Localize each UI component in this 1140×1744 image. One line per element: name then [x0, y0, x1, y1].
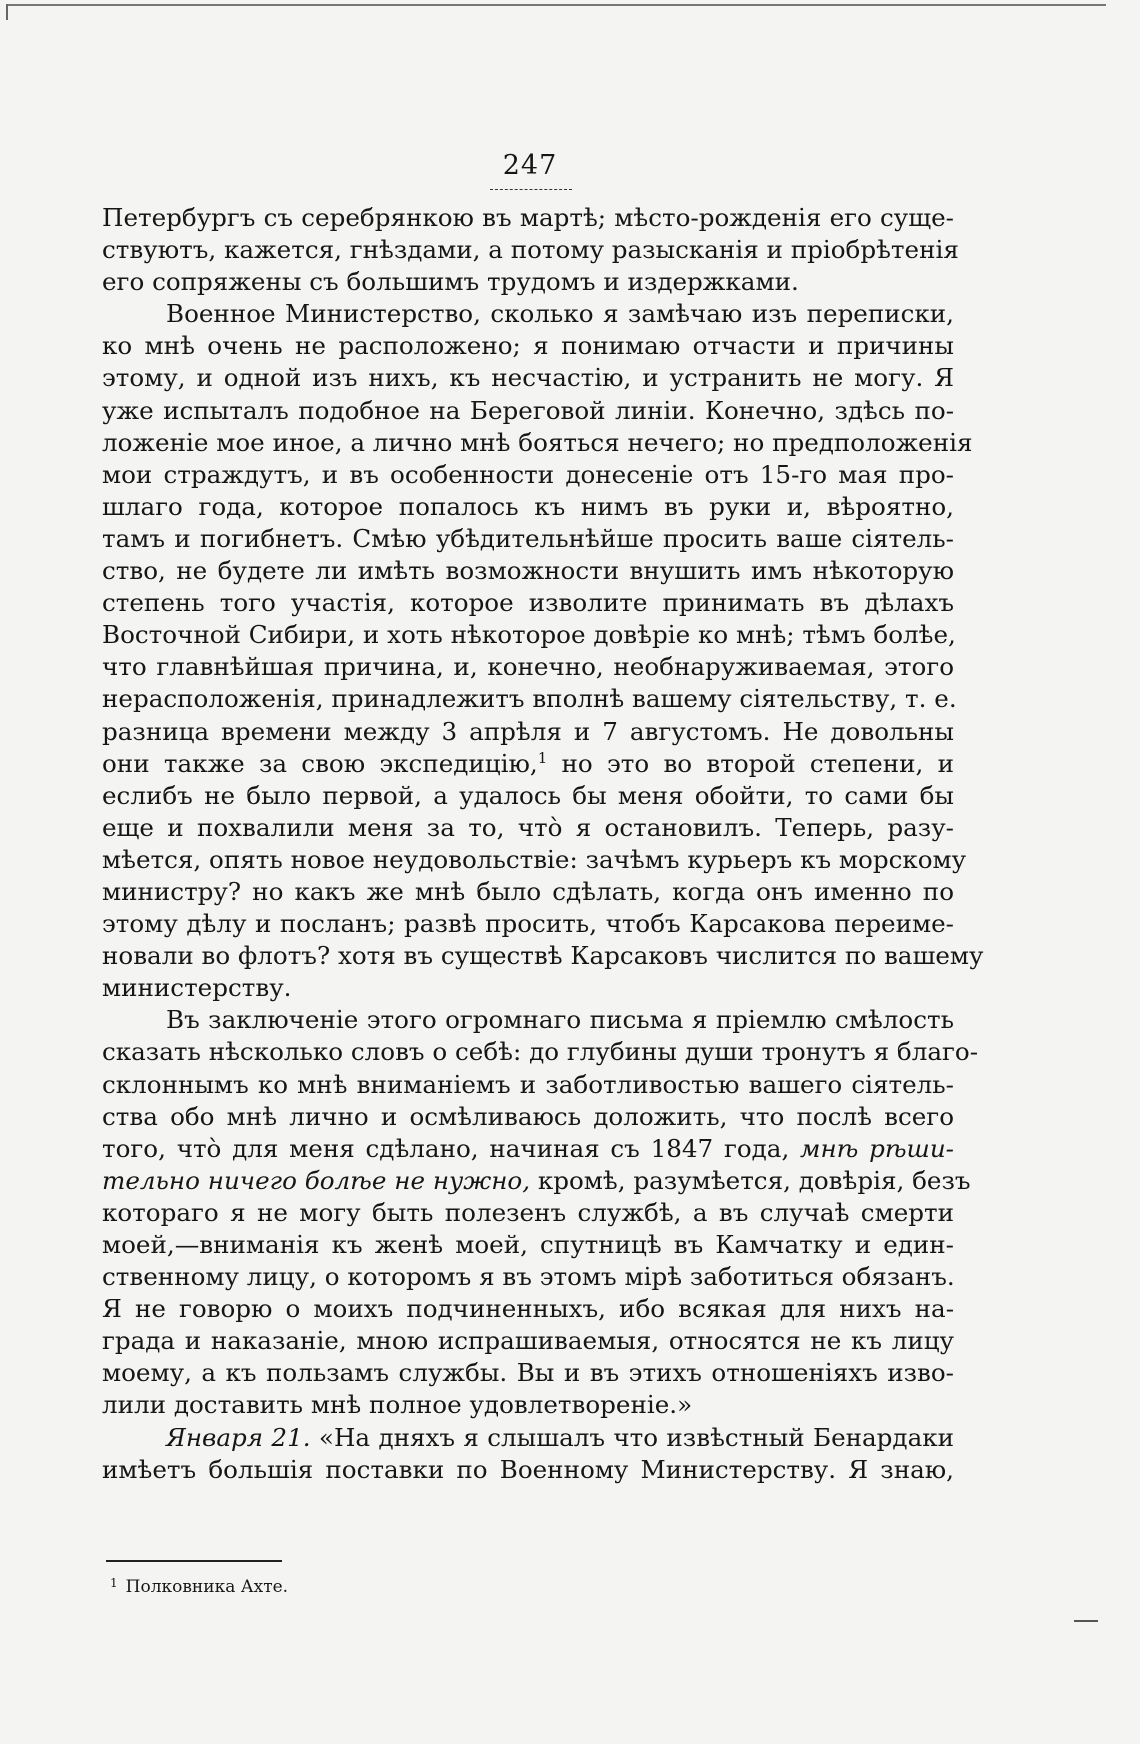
text-line: министру? но какъ же мнѣ было сдѣлать, когда онъ именно по: [102, 876, 954, 906]
margin-mark: [1074, 1620, 1098, 1622]
text-line-tail: но это во второй степени, и: [547, 748, 954, 778]
text-line: шлаго года, которое попалось къ нимъ въ руки и, вѣроятно,: [102, 491, 954, 521]
text-line: еслибъ не было первой, а удалось бы меня обойти, то сами бы: [102, 780, 954, 810]
emphasis-text: тельно ничего болѣе не нужно,: [102, 1165, 531, 1195]
text-line: Въ заключеніе этого огромнаго письма я пріемлю смѣлость: [166, 1005, 954, 1035]
text-line: ство, не будете ли имѣть возможности внушить имъ нѣкоторую: [102, 556, 954, 586]
text-line: что главнѣйшая причина, и, конечно, необнаруживаемая, этого: [102, 652, 954, 682]
text-line: мои страждутъ, и въ особенности донесеніе отъ 15-го мая про-: [102, 459, 954, 489]
text-line: разница времени между 3 апрѣля и 7 августомъ. Не довольны: [102, 716, 954, 746]
text-line: уже испыталъ подобное на Береговой линіи. Конечно, здѣсь по-: [102, 395, 954, 425]
text-line-with-emphasis: [102, 1165, 971, 1197]
entry-date: Января 21.: [166, 1422, 311, 1452]
text-line: ства обо мнѣ лично и осмѣливаюсь доложить, что послѣ всего: [102, 1101, 954, 1131]
text-line: еще и похвалили меня за то, чтò я остановилъ. Теперь, разу-: [102, 812, 954, 842]
text-line: моей,—вниманія къ женѣ моей, спутницѣ въ Камчатку и един-: [102, 1230, 954, 1259]
emphasis-text: мнѣ рѣши-: [800, 1133, 954, 1163]
text-line: его сопряжены съ большимъ трудомъ и издержками.: [102, 267, 799, 297]
entry-text: «На дняхъ я слышалъ что извѣстный Бенардаки: [318, 1422, 954, 1452]
text-line: министерству.: [102, 973, 292, 1003]
text-line: ственному лицу, о которомъ я въ этомъ мірѣ заботиться обязанъ.: [102, 1262, 955, 1292]
page-number: 247: [502, 150, 558, 181]
dated-entry-line: [102, 1422, 954, 1454]
text-line-tail: кромѣ, разумѣется, довѣрія, безъ: [530, 1165, 971, 1195]
text-line: сказать нѣсколько словъ о себѣ: до глубины души тронутъ я благо-: [102, 1037, 979, 1067]
text-line-head: того, чтò для меня сдѣлано, начиная съ 1847 года,: [102, 1133, 790, 1163]
footnote-reference: 1: [537, 748, 548, 767]
text-line: степень того участія, которое изволите принимать въ дѣлахъ: [102, 588, 954, 618]
footnote-rule: [106, 1560, 282, 1562]
text-line: Военное Министерство, сколько я замѣчаю изъ переписки,: [166, 299, 954, 329]
text-line: тамъ и погибнетъ. Смѣю убѣдительнѣйше просить ваше сіятель-: [102, 523, 954, 553]
text-line: града и наказаніе, мною испрашиваемыя, относятся не къ лицу: [102, 1326, 954, 1356]
text-line-with-emphasis: [102, 1133, 954, 1165]
page-number-rule: [490, 189, 572, 190]
scan-top-edge: [6, 4, 1106, 6]
footnote-text: Полковника Ахте.: [125, 1577, 289, 1597]
text-line: ствуютъ, кажется, гнѣздами, а потому разысканія и пріобрѣтенія: [102, 235, 959, 265]
text-line: ко мнѣ очень не расположено; я понимаю отчасти и причины: [102, 331, 954, 361]
text-line: Восточной Сибири, и хоть нѣкоторое довѣріе ко мнѣ; тѣмъ болѣе,: [102, 620, 956, 650]
text-line: склоннымъ ко мнѣ вниманіемъ и заботливостью вашего сіятель-: [102, 1069, 954, 1099]
text-line: моему, а къ пользамъ службы. Вы и въ этихъ отношеніяхъ изво-: [102, 1358, 954, 1388]
text-line: ложеніе мое иное, а лично мнѣ бояться нечего; но предположенія: [102, 427, 973, 457]
text-line: имѣетъ большія поставки по Военному Министерству. Я знаю,: [102, 1454, 954, 1484]
scan-corner-mark: [6, 4, 8, 20]
text-line: новали во флотъ? хотя въ существѣ Карсаковъ числится по вашему: [102, 941, 984, 971]
text-line: котораго я не могу быть полезенъ службѣ, а въ случаѣ смерти: [102, 1197, 954, 1227]
text-line: этому, и одной изъ нихъ, къ несчастію, и устранить не могу. Я: [102, 363, 954, 393]
text-line: этому дѣлу и посланъ; развѣ просить, чтобъ Карсакова переиме-: [102, 909, 954, 939]
text-line-with-footnote: [102, 748, 954, 780]
footnote-mark: 1: [110, 1576, 118, 1590]
text-line: Я не говорю о моихъ подчиненныхъ, ибо всякая для нихъ на-: [102, 1294, 954, 1324]
text-line-head: они также за свою экспедицію,: [102, 748, 538, 778]
text-line: нерасположенія, принадлежитъ вполнѣ вашему сіятельству, т. е.: [102, 684, 957, 714]
body-text: [102, 202, 984, 1486]
text-line: Петербургъ съ серебрянкою въ мартѣ; мѣсто-рожденія его суще-: [102, 203, 954, 232]
text-line: мѣется, опять новое неудовольствіе: зачѣмъ курьеръ къ морскому: [102, 844, 967, 874]
text-line: лили доставить мнѣ полное удовлетвореніе.»: [102, 1390, 693, 1420]
footnote: [110, 1572, 288, 1598]
